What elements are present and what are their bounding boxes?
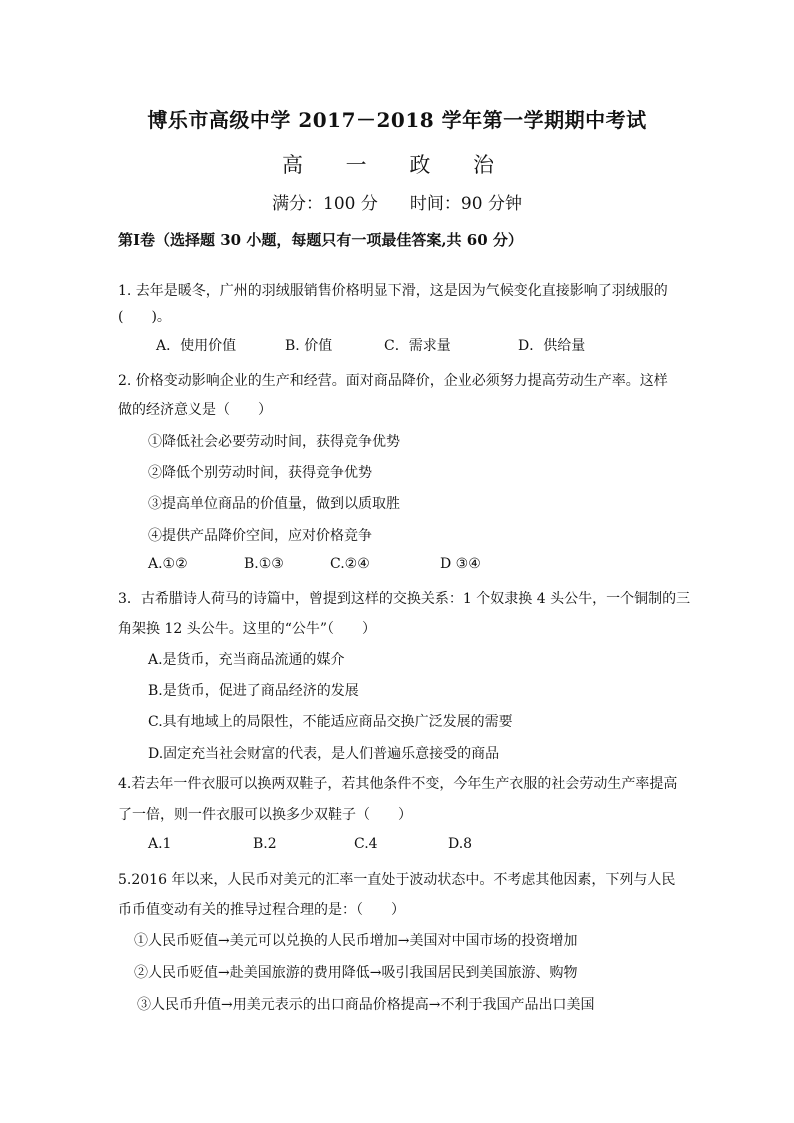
q5-stem-line1: 5.2016 年以来，人民币对美元的汇率一直处于波动状态中。不考虑其他因素，下列与人民 (118, 872, 676, 888)
exam-subject: 高 一 政 治 (281, 153, 513, 177)
exam-time: 时间：90 分钟 (409, 194, 522, 214)
q1-option-d: D．供给量 (518, 338, 586, 354)
q4-option-d: D.8 (448, 836, 473, 852)
exam-title: 博乐市高级中学 2017－2018 学年第一学期期中考试 (147, 108, 647, 132)
q3-option-a: A.是货币，充当商品流通的媒介 (148, 652, 345, 668)
q5-item-2: ②人民币贬值→赴美国旅游的费用降低→吸引我国居民到美国旅游、购物 (134, 965, 578, 981)
q3-option-c: C.具有地域上的局限性，不能适应商品交换广泛发展的需要 (148, 714, 513, 730)
q1-option-a: A．使用价值 (156, 338, 237, 354)
q2-option-a: A.①② (148, 556, 188, 572)
q2-item-2: ②降低个别劳动时间，获得竞争优势 (148, 465, 372, 481)
q5-stem-line2: 币币值变动有关的推导过程合理的是：（ ） (118, 902, 405, 918)
q2-item-4: ④提供产品降价空间，应对价格竞争 (148, 528, 372, 544)
q2-stem-line1: 2. 价格变动影响企业的生产和经营。面对商品降价，企业必须努力提高劳动生产率。这样 (118, 373, 668, 389)
q1-option-c: C．需求量 (384, 338, 451, 354)
section-heading: 第Ⅰ卷（选择题 30 小题，每题只有一项最佳答案,共 60 分） (118, 231, 523, 249)
q4-option-a: A.1 (148, 836, 172, 852)
q2-option-c: C.②④ (330, 556, 370, 572)
q2-option-d: D ③④ (440, 556, 481, 572)
q2-stem-line2: 做的经济意义是（ ） (118, 402, 272, 418)
q2-item-1: ①降低社会必要劳动时间，获得竞争优势 (148, 434, 400, 450)
q3-option-d: D.固定充当社会财富的代表，是人们普遍乐意接受的商品 (148, 746, 500, 762)
q1-stem-line2: ( )。 (118, 309, 171, 325)
exam-meta (0, 189, 794, 214)
q4-option-c: C.4 (354, 836, 378, 852)
q1-stem-line1: 1. 去年是暖冬，广州的羽绒服销售价格明显下滑，这是因为气候变化直接影响了羽绒服的 (118, 283, 668, 299)
q3-stem-line2: 角架换 12 头公牛。这里的“公牛”（ ） (118, 621, 377, 637)
q1-option-b: B. 价值 (285, 338, 333, 354)
q4-option-b: B.2 (253, 836, 277, 852)
q4-stem-line2: 了一倍，则一件衣服可以换多少双鞋子（ ） (118, 807, 412, 823)
q4-stem-line1: 4.若去年一件衣服可以换两双鞋子，若其他条件不变，今年生产衣服的社会劳动生产率提高 (118, 776, 678, 792)
q3-stem-line1: 3．古希腊诗人荷马的诗篇中，曾提到这样的交换关系：1 个奴隶换 4 头公牛，一个铜制的三 (118, 591, 691, 607)
q5-item-3: ③人民币升值→用美元表示的出口商品价格提高→不利于我国产品出口美国 (137, 997, 595, 1013)
exam-score: 满分：100 分 (272, 194, 378, 214)
q3-option-b: B.是货币，促进了商品经济的发展 (148, 683, 359, 699)
q2-item-3: ③提高单位商品的价值量，做到以质取胜 (148, 496, 400, 512)
q2-option-b: B.①③ (244, 556, 284, 572)
q5-item-1: ①人民币贬值→美元可以兑换的人民币增加→美国对中国市场的投资增加 (134, 933, 578, 949)
